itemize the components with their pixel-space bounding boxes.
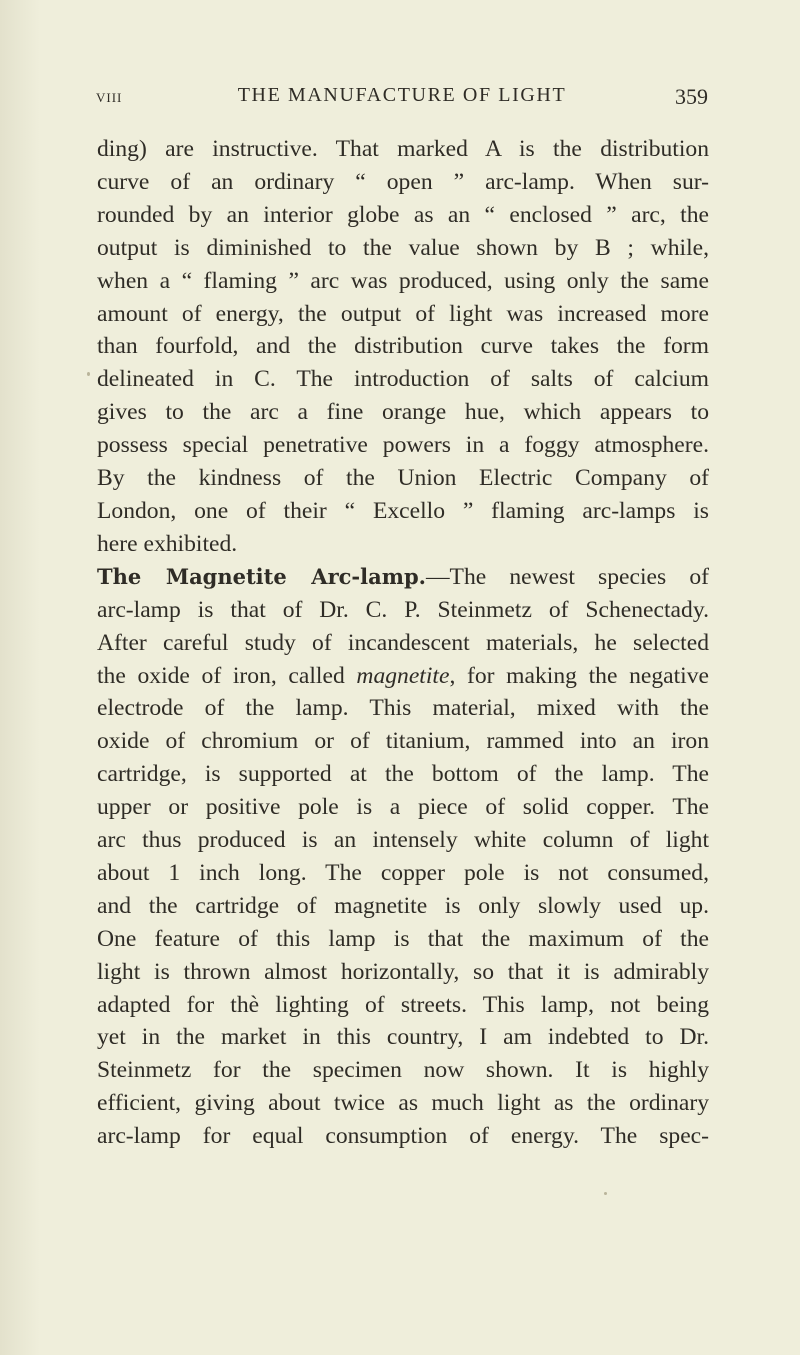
- text-line: gives to the arc a fine orange hue, which appears to: [97, 399, 709, 426]
- text-fragment: the oxide of iron, called: [97, 662, 357, 689]
- text-line: delineated in C. The introduction of salts of calcium: [97, 366, 709, 393]
- text-line: than fourfold, and the distribution curve takes the form: [97, 333, 709, 360]
- text-line: here exhibited.: [97, 530, 238, 557]
- text-line: electrode of the lamp. This material, mixed with the: [97, 695, 709, 722]
- text-line: arc-lamp is that of Dr. C. P. Steinmetz of Schenectady.: [97, 596, 709, 623]
- paper-speck: [87, 372, 90, 376]
- running-title: THE MANUFACTURE OF LIGHT: [237, 84, 567, 106]
- text-line: One feature of this lamp is that the maximum of the: [97, 925, 709, 952]
- text-line: upper or positive pole is a piece of solid copper. The: [97, 794, 709, 821]
- section-heading: The Magnetite Arc-lamp.: [97, 563, 426, 589]
- paper-speck: [604, 1192, 607, 1195]
- text-line: light is thrown almost horizontally, so that it is admirably: [97, 958, 709, 985]
- heading-line-rest: —The newest species of: [425, 563, 709, 590]
- paragraph-2: [97, 561, 709, 1153]
- running-header: [96, 80, 708, 116]
- text-line: cartridge, is supported at the bottom of the lamp. The: [97, 761, 709, 788]
- text-line: arc thus produced is an intensely white column of light: [97, 827, 709, 854]
- text-line: After careful study of incandescent materials, he selected: [97, 629, 709, 656]
- text-fragment: , for making the negative: [449, 662, 709, 689]
- text-line: rounded by an interior globe as an “ enclosed ” arc, the: [97, 201, 709, 228]
- body-text: [97, 133, 709, 1153]
- text-line: adapted for thè lighting of streets. This lamp, not being: [97, 991, 709, 1018]
- italic-term: magnetite: [356, 662, 450, 689]
- text-line: [97, 660, 709, 693]
- text-line: amount of energy, the output of light was increased more: [97, 300, 709, 327]
- text-line: arc-lamp for equal consumption of energy. The spec-: [97, 1123, 709, 1150]
- text-line: about 1 inch long. The copper pole is not consumed,: [97, 859, 709, 886]
- page-number: 359: [675, 84, 708, 109]
- text-line: London, one of their “ Excello ” flaming arc-lamps is: [97, 497, 709, 524]
- text-line: curve of an ordinary “ open ” arc-lamp. When sur-: [97, 168, 709, 195]
- text-line: yet in the market in this country, I am indebted to Dr.: [97, 1024, 709, 1051]
- section-number: viii: [96, 86, 123, 107]
- text-line: output is diminished to the value shown by B ; while,: [97, 234, 709, 261]
- text-line: when a “ flaming ” arc was produced, using only the same: [97, 267, 709, 294]
- text-line: possess special penetrative powers in a foggy atmosphere.: [97, 432, 709, 459]
- text-line: oxide of chromium or of titanium, rammed into an iron: [97, 728, 709, 755]
- text-line: and the cartridge of magnetite is only slowly used up.: [97, 892, 709, 919]
- text-line: efficient, giving about twice as much light as the ordinary: [97, 1090, 709, 1117]
- text-line: ding) are instructive. That marked A is the distribution: [97, 136, 709, 162]
- text-line: By the kindness of the Union Electric Company of: [97, 465, 709, 492]
- paragraph-1: [97, 133, 709, 561]
- text-line: Steinmetz for the specimen now shown. It is highly: [97, 1057, 709, 1084]
- text-line: [97, 561, 709, 594]
